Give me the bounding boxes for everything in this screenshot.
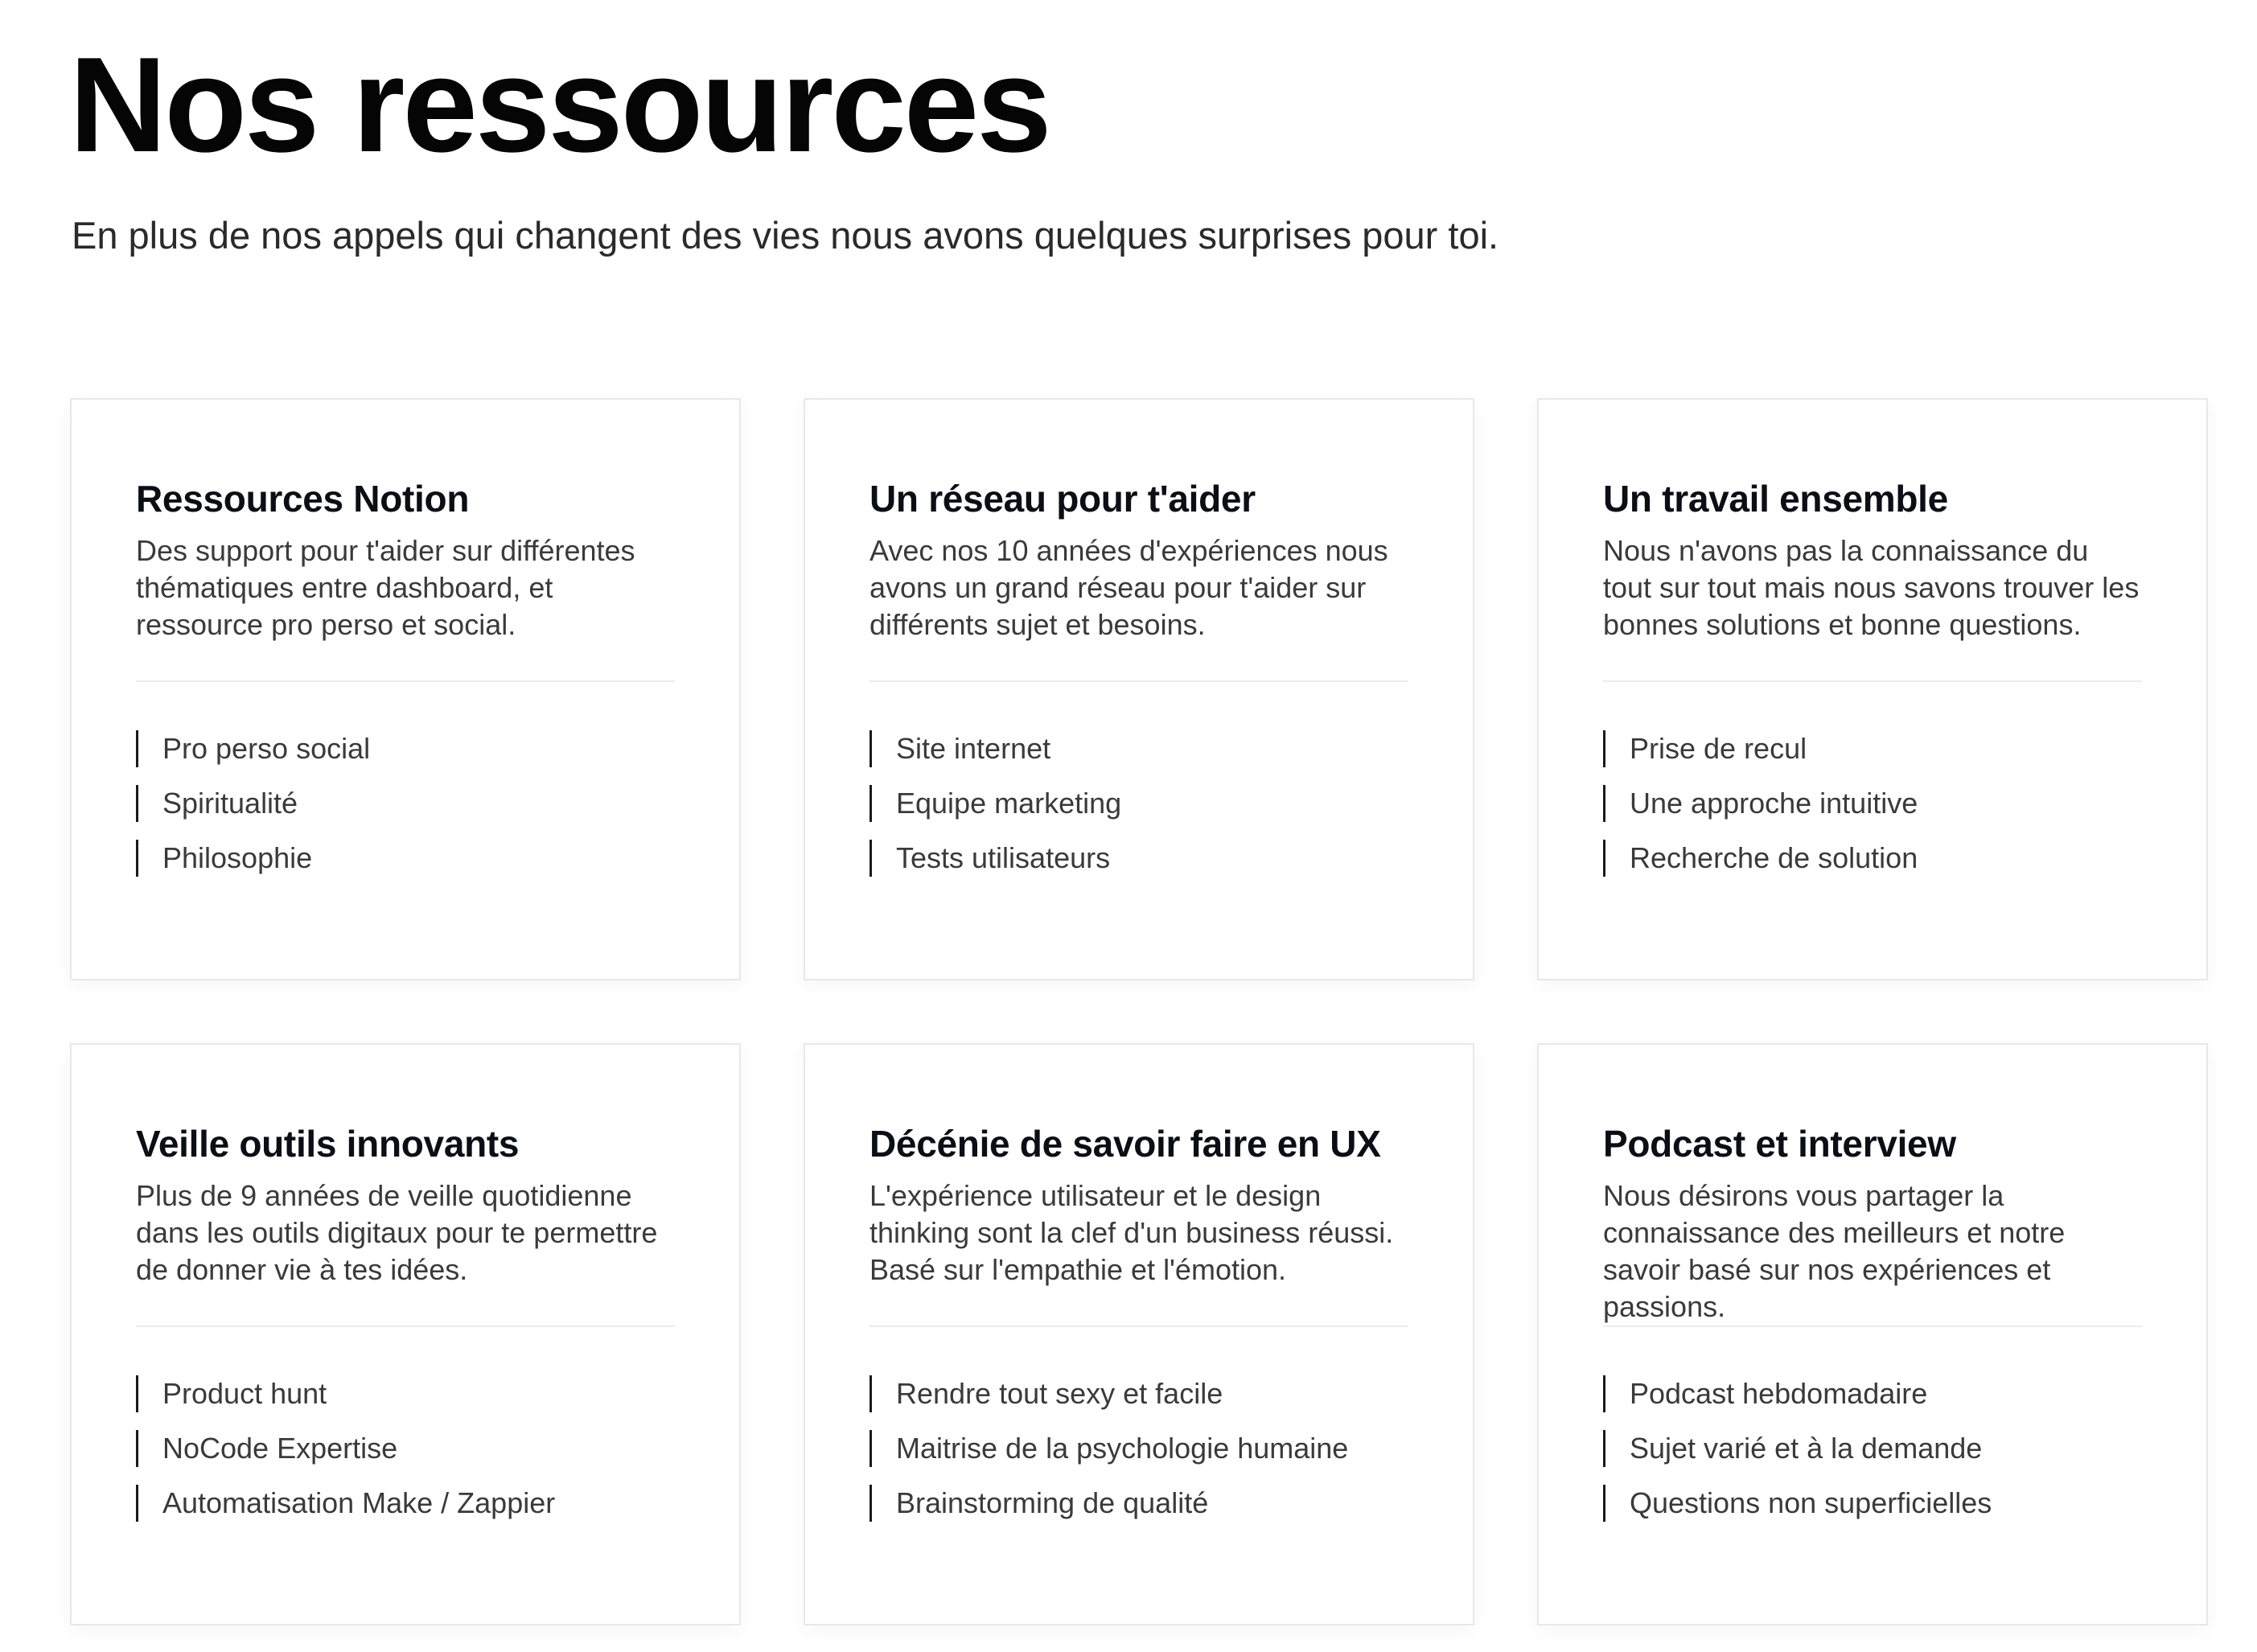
card-description: Nous n'avons pas la connaissance du tout sur tout mais nous savons trouver les bonnes solutions et bonne questions.: [1603, 534, 2140, 642]
feature-item: Automatisation Make / Zappier: [136, 1485, 675, 1522]
resource-card-ux: [804, 1043, 1474, 1625]
feature-item: Product hunt: [136, 1375, 675, 1412]
resource-card-notion: [70, 398, 741, 980]
feature-list: [870, 1375, 1408, 1522]
feature-item: Rendre tout sexy et facile: [870, 1375, 1408, 1412]
card-description: Des support pour t'aider sur différentes thématiques entre dashboard, et ressource pro perso et social.: [136, 534, 635, 642]
feature-item: Brainstorming de qualité: [870, 1485, 1408, 1522]
card-title: Décénie de savoir faire en UX: [870, 1123, 1381, 1165]
feature-item: Pro perso social: [136, 730, 675, 767]
feature-item: Philosophie: [136, 840, 675, 877]
resource-card-podcast: [1537, 1043, 2208, 1625]
feature-item: NoCode Expertise: [136, 1430, 675, 1467]
card-divider: [1603, 680, 2142, 682]
resource-card-network: [804, 398, 1474, 980]
resource-card-tools: [70, 1043, 741, 1625]
feature-item: Sujet varié et à la demande: [1603, 1430, 2142, 1467]
card-divider: [1603, 1325, 2142, 1327]
feature-item: Equipe marketing: [870, 785, 1408, 822]
feature-item: Recherche de solution: [1603, 840, 2142, 877]
resource-card-teamwork: [1537, 398, 2208, 980]
page-title: Nos ressources: [69, 29, 1050, 180]
card-title: Podcast et interview: [1603, 1123, 1956, 1165]
card-description: Avec nos 10 années d'expériences nous avons un grand réseau pour t'aider sur différents sujet et besoins.: [870, 534, 1388, 642]
card-description: L'expérience utilisateur et le design thinking sont la clef d'un business réussi. Basé sur l'empathie et l'émotion.: [870, 1179, 1394, 1287]
card-description: Plus de 9 années de veille quotidienne dans les outils digitaux pour te permettre de donner vie à tes idées.: [136, 1179, 658, 1287]
page-subtitle: En plus de nos appels qui changent des vies nous avons quelques surprises pour toi.: [72, 214, 1499, 257]
feature-item: Une approche intuitive: [1603, 785, 2142, 822]
feature-item: Podcast hebdomadaire: [1603, 1375, 2142, 1412]
card-divider: [870, 1325, 1408, 1327]
resources-grid: [70, 398, 2206, 1625]
feature-item: Prise de recul: [1603, 730, 2142, 767]
feature-list: [1603, 1375, 2142, 1522]
card-divider: [870, 680, 1408, 682]
card-title: Un réseau pour t'aider: [870, 478, 1256, 520]
card-divider: [136, 1325, 675, 1327]
feature-list: [136, 1375, 675, 1522]
feature-item: Tests utilisateurs: [870, 840, 1408, 877]
card-title: Ressources Notion: [136, 478, 470, 520]
feature-item: Site internet: [870, 730, 1408, 767]
feature-list: [1603, 730, 2142, 877]
feature-list: [870, 730, 1408, 877]
feature-item: Questions non superficielles: [1603, 1485, 2142, 1522]
feature-item: Spiritualité: [136, 785, 675, 822]
card-divider: [136, 680, 675, 682]
card-title: Veille outils innovants: [136, 1123, 520, 1165]
feature-list: [136, 730, 675, 877]
card-title: Un travail ensemble: [1603, 478, 1948, 520]
feature-item: Maitrise de la psychologie humaine: [870, 1430, 1408, 1467]
card-description: Nous désirons vous partager la connaissance des meilleurs et notre savoir basé sur nos expériences et passions.: [1603, 1179, 2066, 1324]
